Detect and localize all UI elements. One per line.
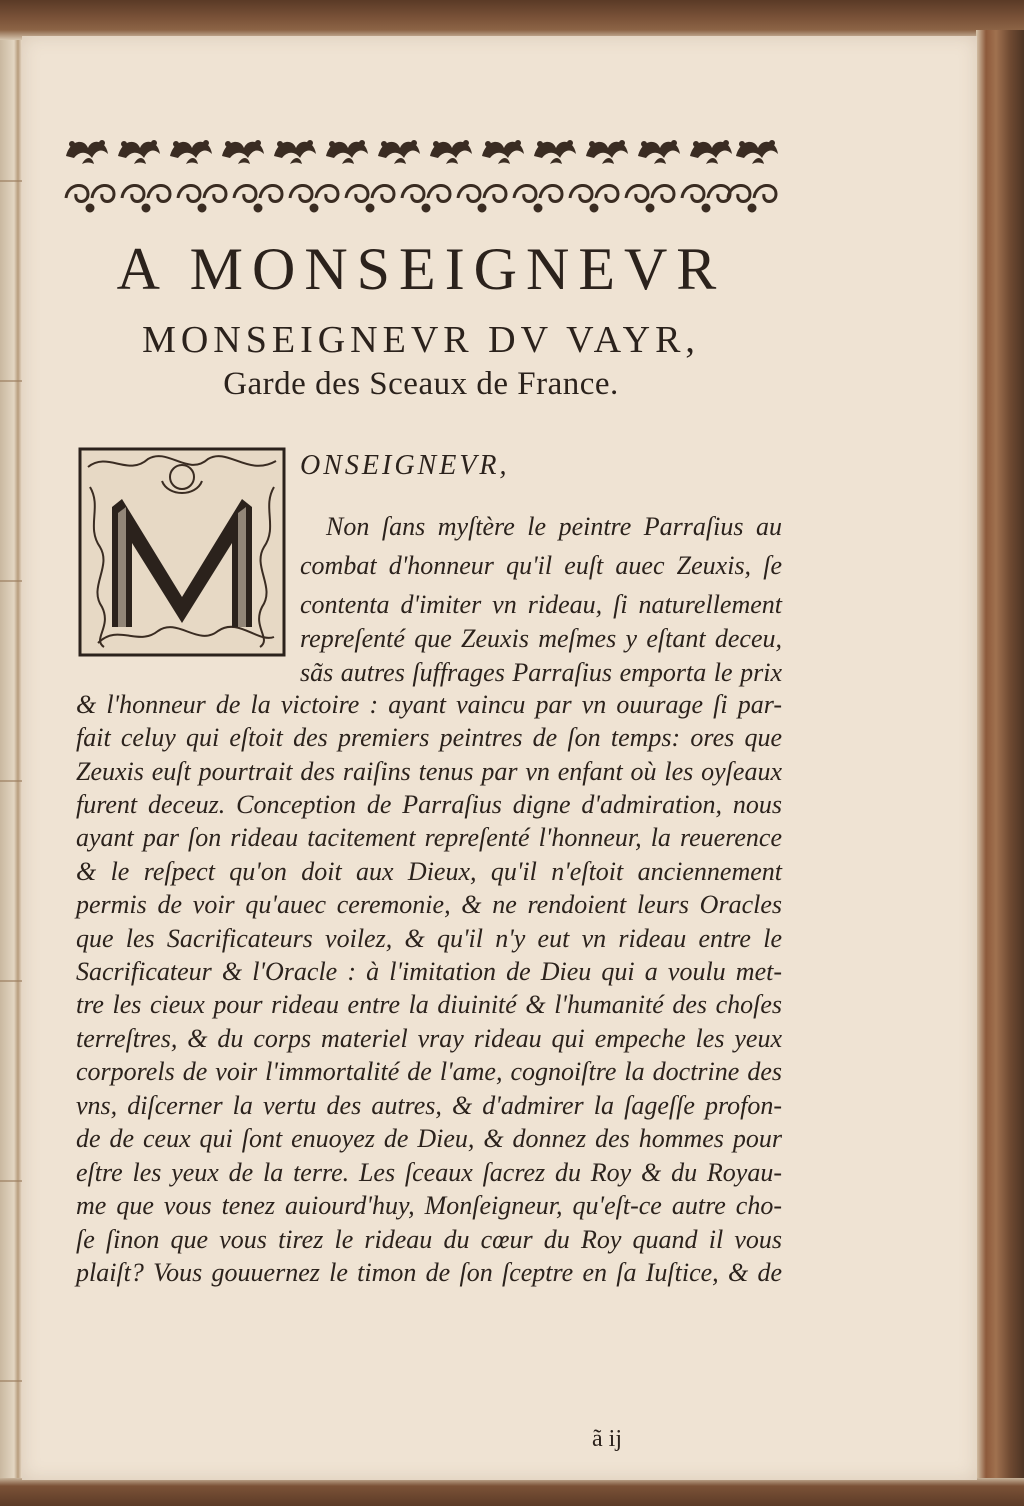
text-line: furent deceuz. Conception de Parraſius digne d'admiration, nous [76, 790, 782, 819]
binding-top-edge [0, 0, 1024, 40]
decorated-initial-m [78, 447, 286, 657]
text-line: repreſenté que Zeuxis meſmes y eſtant deceu, [300, 624, 782, 653]
title-line-2: MONSEIGNEVR DV VAYR, [142, 319, 700, 361]
text-line: ſe ſinon que vous tirez le rideau du cœur du Roy quand il vous [76, 1225, 782, 1254]
text-line: ayant par ſon rideau tacitement repreſenté l'honneur, la reuerence [76, 823, 782, 852]
text-line: plaiſt? Vous gouuernez le timon de ſon ſceptre en ſa Iuſtice, & de [76, 1258, 782, 1287]
text-line: contenta d'imiter vn rideau, ſi naturellement [300, 590, 782, 619]
text-line: que les Sacrificateurs voilez, & qu'il n'y eut vn rideau entre le [76, 924, 782, 953]
text-line: permis de voir qu'auec ceremonie, & ne rendoient leurs Oracles [76, 890, 782, 919]
text-line: combat d'honneur qu'il euſt auec Zeuxis, ſe [300, 551, 782, 580]
headpiece-ornament [62, 132, 780, 220]
text-line: & l'honneur de la victoire : ayant vaincu par vn ouurage ſi par- [76, 690, 782, 719]
salutation: ONSEIGNEVR, [300, 450, 510, 481]
text-line: Zeuxis euſt pourtrait des raiſins tenus par vn enfant où les oyſeaux [76, 757, 782, 786]
text-line: de de ceux qui ſont enuoyez de Dieu, & donnez des hommes pour [76, 1124, 782, 1153]
text-line: terreſtres, & du corps materiel vray rideau qui empeche les yeux [76, 1024, 782, 1053]
text-line: corporels de voir l'immortalité de l'ame, cognoiſtre la doctrine des [76, 1057, 782, 1086]
signature-mark: ã ij [592, 1426, 622, 1452]
text-line: eſtre les yeux de la terre. Les ſceaux ſacrez du Roy & du Royau- [76, 1158, 782, 1187]
text-line: sãs autres ſuffrages Parraſius emporta le prix [300, 658, 782, 687]
title-line-3: Garde des Sceaux de France. [223, 366, 619, 402]
text-line: vns, diſcerner la vertu des autres, & d'admirer la ſageſſe profon- [76, 1091, 782, 1120]
text-line: tre les cieux pour rideau entre la diuinité & l'humanité des choſes [76, 990, 782, 1019]
title-line-1: A MONSEIGNEVR [116, 236, 726, 302]
text-line: & le reſpect qu'on doit aux Dieux, qu'il n'eſtoit anciennement [76, 857, 782, 886]
text-line: Non ſans myſtère le peintre Parraſius au [326, 512, 782, 541]
binding-right-edge [976, 30, 1024, 1490]
text-line: Sacrificateur & l'Oracle : à l'imitation de Dieu qui a voulu met- [76, 957, 782, 986]
text-line: me que vous tenez auiourd'huy, Monſeigneur, qu'eſt-ce autre cho- [76, 1191, 782, 1220]
text-line: fait celuy qui eſtoit des premiers peintres de ſon temps: ores que [76, 723, 782, 752]
gutter-edge [0, 40, 22, 1470]
binding-bottom-edge [0, 1478, 1024, 1506]
